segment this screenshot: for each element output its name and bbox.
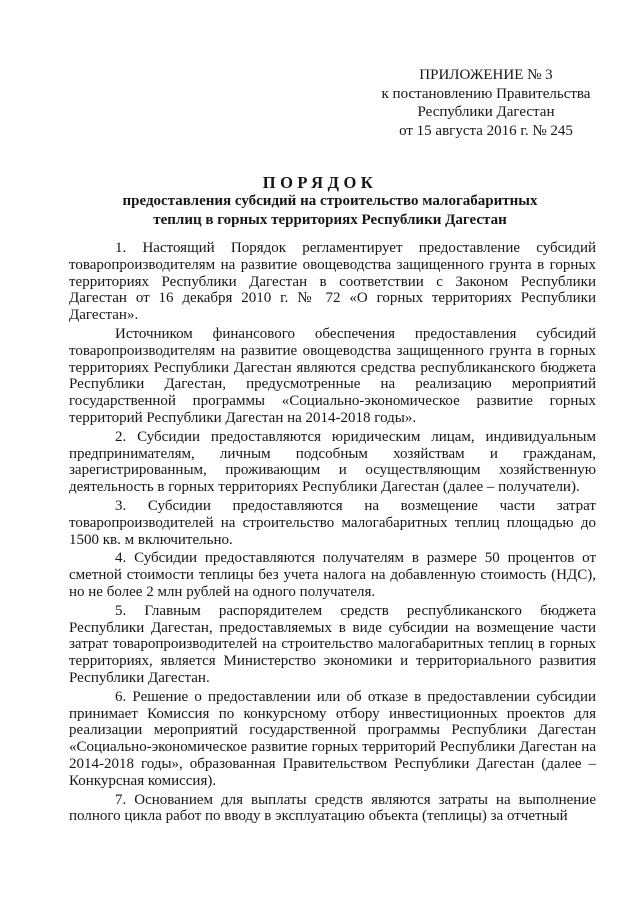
subtitle-line-2: теплиц в горных территориях Республики Дагестан <box>153 211 507 228</box>
document-body <box>69 240 596 825</box>
paragraph-2: 2. Субсидии предоставляются юридическим лицам, индивидуальным предпринимателям, личным подсобным хозяйствам и гражданам, зарегистрированным, проживающим и осуществляющим хозяйственную деятельность в горных территориях Республики Дагестан (далее – получатели). <box>69 428 596 496</box>
document-subtitle <box>80 192 580 229</box>
paragraph-3: 3. Субсидии предоставляются на возмещение части затрат товаропроизводителей на строительство малогабаритных теплиц площадью до 1500 кв. м включительно. <box>69 497 596 548</box>
paragraph-funding-source: Источником финансового обеспечения предоставления субсидий товаропроизводителям на развитие овощеводства защищенного грунта в горных территориях Республики Дагестан являются средства республиканского бюджета Республики Дагестан, предусмотренные на реализацию мероприятий государственной программы «Социально-экономическое развитие горных территорий Республики Дагестан на 2014-2018 годы». <box>69 325 596 426</box>
appendix-reference: к постановлению Правительства <box>381 85 591 102</box>
paragraph-6: 6. Решение о предоставлении или об отказе в предоставлении субсидии принимает Комиссия по конкурсному отбору инвестиционных проектов для реализации мероприятий государственной программы Республики Дагестан «Социально-экономическое развитие горных территорий Республики Дагестан на 2014-2018 годы», образованная Правительством Республики Дагестан (далее – Конкурсная комиссия). <box>69 688 596 789</box>
subtitle-line-1: предоставления субсидий на строительство малогабаритных <box>122 193 538 209</box>
appendix-date: от 15 августа 2016 г. № 245 <box>399 122 573 139</box>
appendix-header <box>366 66 606 140</box>
appendix-government: Республики Дагестан <box>417 104 555 120</box>
paragraph-4: 4. Субсидии предоставляются получателям в размере 50 процентов от сметной стоимости теплицы без учета налога на добавленную стоимость (НДС), но не более 2 млн рублей на одного получателя. <box>69 550 596 600</box>
paragraph-5: 5. Главным распорядителем средств республиканского бюджета Республики Дагестан, предоставляемых в виде субсидии на возмещение части затрат товаропроизводителей на строительство малогабаритных теплиц в горных территориях, является Министерство экономики и территориального развития Республики Дагестан. <box>69 602 596 686</box>
paragraph-1: 1. Настоящий Порядок регламентирует предоставление субсидий товаропроизводителям на развитие овощеводства защищенного грунта в горных территориях Республики Дагестан в соответствии с Законом Республики Дагестан от 16 декабря 2010 г. № 72 «О горных территориях Республики Дагестан». <box>69 240 596 324</box>
appendix-number: ПРИЛОЖЕНИЕ № 3 <box>419 67 553 83</box>
paragraph-7: 7. Основанием для выплаты средств являются затраты на выполнение полного цикла работ по вводу в эксплуатацию объекта (теплицы) за отчетный <box>69 791 596 825</box>
document-title: ПОРЯДОК <box>262 173 378 192</box>
